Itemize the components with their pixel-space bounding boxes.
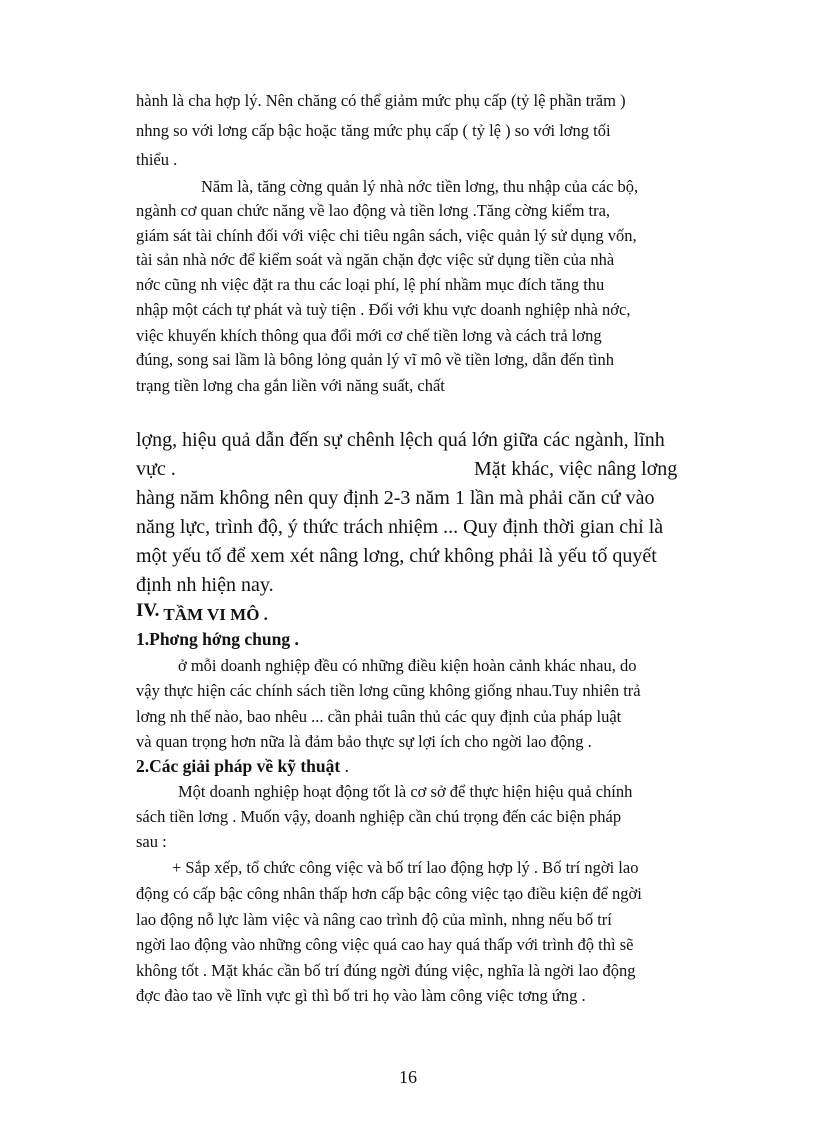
text-line: hành là cha hợp lý. Nên chăng có thể giảm mức phụ cấp (tỷ lệ phần trăm ) xyxy=(136,91,626,110)
subsection-heading: 1.Phơng hớng chung . xyxy=(136,629,299,649)
text-line: ngời lao động vào những công việc quá cao hay quá thấp với trình độ thì sẽ xyxy=(136,935,634,954)
section-heading xyxy=(136,600,268,622)
text-line: năng lực, trình độ, ý thức trách nhiệm ... Quy định thời gian chỉ là xyxy=(136,516,664,538)
text-line: Mặt khác, việc nâng lơng xyxy=(474,458,678,480)
text-line: một yếu tố để xem xét nâng lơng, chứ không phải là yếu tố quyết xyxy=(136,545,657,567)
text-line: ngành cơ quan chức năng về lao động và tiền lơng .Tăng cờng kiểm tra, xyxy=(136,201,611,220)
text-line: trạng tiền lơng cha gắn liền với năng suất, chất xyxy=(136,376,445,395)
text-line: thiểu . xyxy=(136,150,178,169)
text-line: tài sản nhà nớc để kiểm soát và ngăn chặn đợc việc sử dụng tiền của nhà xyxy=(136,250,615,269)
text-line: không tốt . Mặt khác cần bố trí đúng ngời đúng việc, nghĩa là ngời lao động xyxy=(136,961,636,980)
text-line: đúng, song sai lầm là bông lỏng quản lý vĩ mô về tiền lơng, dẫn đến tình xyxy=(136,350,615,369)
text-line: + Sắp xếp, tổ chức công việc và bố trí lao động hợp lý . Bố trí ngời lao xyxy=(172,858,639,877)
text-line: giám sát tài chính đối với việc chi tiêu ngân sách, việc quản lý sử dụng vốn, xyxy=(136,226,637,245)
text-line: việc khuyến khích thông qua đổi mới cơ chế tiền lơng và cách trả lơng xyxy=(136,326,602,345)
text-line: nhập một cách tự phát và tuỳ tiện . Đối với khu vực doanh nghiệp nhà nớc, xyxy=(136,300,631,319)
section-title: TẦM VI MÔ . xyxy=(163,605,268,624)
text-line: nhng so với lơng cấp bậc hoặc tăng mức phụ cấp ( tỷ lệ ) so với lơng tối xyxy=(136,121,611,140)
text-line: Năm là, tăng cờng quản lý nhà nớc tiền lơng, thu nhập của các bộ, xyxy=(201,177,639,196)
text-line: vậy thực hiện các chính sách tiền lơng cũng không giống nhau.Tuy nhiên trả xyxy=(136,681,641,700)
text-line: ở mỗi doanh nghiệp đều có những điều kiện hoàn cảnh khác nhau, do xyxy=(178,656,637,675)
text-line: lao động nỗ lực làm việc và nâng cao trình độ của mình, nhng nếu bố trí xyxy=(136,910,612,929)
text-line: lợng, hiệu quả dẫn đến sự chênh lệch quá lớn giữa các ngành, lĩnh xyxy=(136,429,665,451)
section-number: IV. xyxy=(136,600,160,621)
text-line: lơng nh thế nào, bao nhêu ... cần phải tuân thủ các quy định của pháp luật xyxy=(136,707,622,726)
text-line: nớc cũng nh việc đặt ra thu các loại phí, lệ phí nhầm mục đích tăng thu xyxy=(136,275,605,294)
subsection-heading-rest: . xyxy=(340,756,349,776)
text-line: định nh hiện nay. xyxy=(136,574,274,596)
text-line: hàng năm không nên quy định 2-3 năm 1 lần mà phải căn cứ vào xyxy=(136,487,655,509)
text-line: đợc đào tao về lĩnh vực gì thì bố tri họ vào làm công việc tơng ứng . xyxy=(136,986,586,1005)
text-line: Một doanh nghiệp hoạt động tốt là cơ sở để thực hiện hiệu quả chính xyxy=(178,782,633,801)
text-line: động có cấp bậc công nhân thấp hơn cấp bậc công việc tạo điều kiện để ngời xyxy=(136,884,642,903)
text-line: sách tiền lơng . Muốn vậy, doanh nghiệp cần chú trọng đến các biện pháp xyxy=(136,807,622,826)
text-line: và quan trọng hơn nữa là đảm bảo thực sự lợi ích cho ngời lao động . xyxy=(136,732,592,751)
subsection-heading xyxy=(136,756,349,777)
subsection-heading-bold: 2.Các giải pháp về kỹ thuật xyxy=(136,756,341,776)
text-line: vực . xyxy=(136,458,176,480)
page-number: 16 xyxy=(399,1067,417,1087)
text-line: sau : xyxy=(136,832,167,851)
